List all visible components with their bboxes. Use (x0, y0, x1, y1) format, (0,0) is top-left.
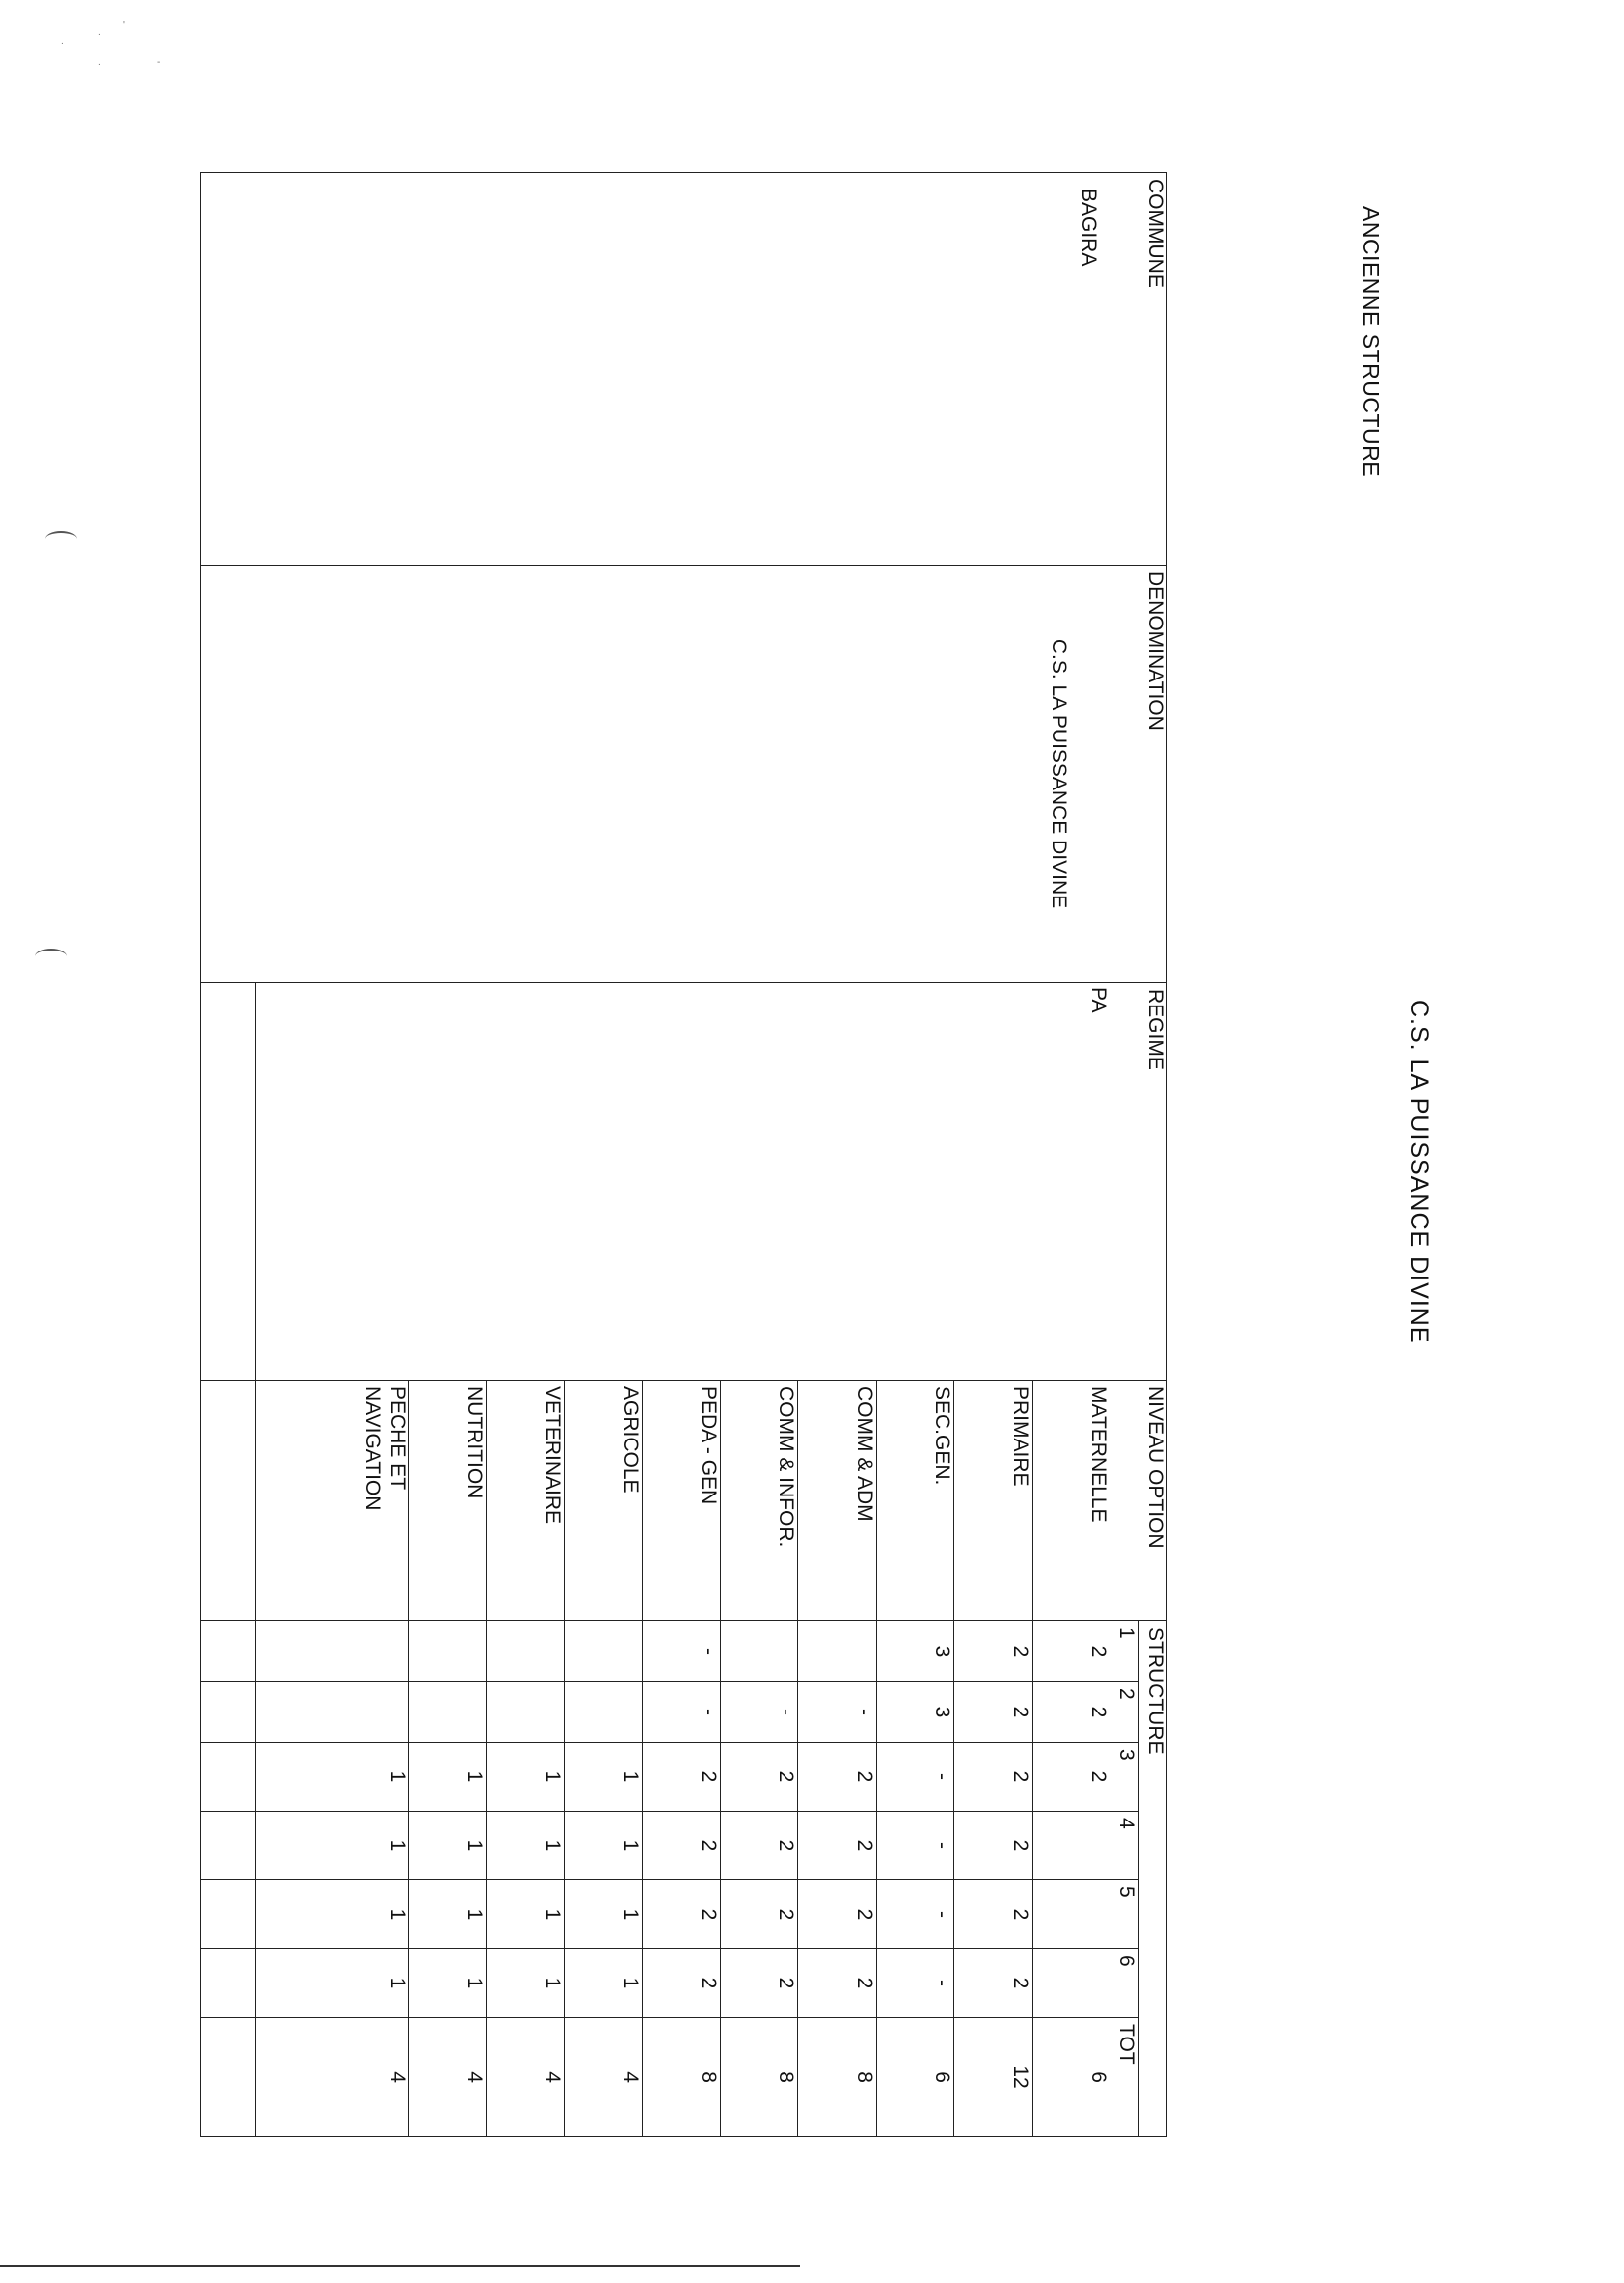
level-3-cell: 2 (721, 1743, 798, 1812)
level-5-cell: - (876, 1880, 953, 1949)
regime-cell (256, 983, 1110, 1381)
total-cell: 6 (1032, 2018, 1110, 2137)
level-6-cell: 2 (642, 1949, 720, 2018)
level-1-cell: 2 (954, 1621, 1032, 1682)
level-1-cell: 2 (1032, 1621, 1110, 1682)
total-cell: 8 (721, 2018, 798, 2137)
empty-cell (201, 2018, 256, 2137)
option-cell: AGRICOLE (565, 1381, 642, 1621)
header-level-2: 2 (1110, 1682, 1139, 1743)
level-6-cell: 1 (565, 1949, 642, 2018)
level-2-cell (487, 1682, 565, 1743)
level-1-cell (256, 1621, 409, 1682)
level-3-cell: 2 (642, 1743, 720, 1812)
level-1-cell (721, 1621, 798, 1682)
level-6-cell: 1 (256, 1949, 409, 2018)
level-4-cell (1032, 1812, 1110, 1880)
option-cell: COMM & ADM (798, 1381, 876, 1621)
level-2-cell (408, 1682, 486, 1743)
scan-speck: - (157, 57, 161, 68)
option-cell: NUTRITION (408, 1381, 486, 1621)
header-niveau-option: NIVEAU OPTION (1110, 1381, 1167, 1621)
level-3-cell: 1 (487, 1743, 565, 1812)
level-5-cell: 2 (642, 1880, 720, 1949)
level-2-cell: - (798, 1682, 876, 1743)
total-cell: 8 (642, 2018, 720, 2137)
level-6-cell: 1 (408, 1949, 486, 2018)
header-structure: STRUCTURE (1139, 1621, 1167, 2137)
option-cell: VETERINAIRE (487, 1381, 565, 1621)
level-2-cell: - (721, 1682, 798, 1743)
total-cell: 8 (798, 2018, 876, 2137)
total-cell: 4 (256, 2018, 409, 2137)
level-4-cell: - (876, 1812, 953, 1880)
empty-cell (201, 1949, 256, 2018)
option-cell: PECHE ET NAVIGATION (256, 1381, 409, 1621)
level-5-cell: 1 (487, 1880, 565, 1949)
empty-cell (201, 1812, 256, 1880)
total-cell: 12 (954, 2018, 1032, 2137)
option-cell: PRIMAIRE (954, 1381, 1032, 1621)
option-cell: SEC.GEN. (876, 1381, 953, 1621)
denomination-cell (201, 566, 1110, 983)
header-level-4: 4 (1110, 1812, 1139, 1880)
total-cell: 4 (408, 2018, 486, 2137)
empty-cell (201, 983, 256, 1381)
scan-speck: ' (123, 20, 125, 30)
option-cell: COMM & INFOR. (721, 1381, 798, 1621)
denomination-value: C.S. LA PUISSANCE DIVINE (1048, 638, 1070, 909)
level-2-cell (565, 1682, 642, 1743)
level-1-cell (408, 1621, 486, 1682)
level-1-cell (565, 1621, 642, 1682)
total-cell: 6 (876, 2018, 953, 2137)
level-4-cell: 1 (408, 1812, 486, 1880)
document-title-school-name: C.S. LA PUISSANCE DIVINE (1405, 1000, 1433, 1344)
level-5-cell: 2 (954, 1880, 1032, 1949)
level-3-cell: 2 (954, 1743, 1032, 1812)
level-1-cell: 3 (876, 1621, 953, 1682)
level-4-cell: 1 (487, 1812, 565, 1880)
regime-value: PA (1087, 987, 1110, 1013)
level-4-cell: 2 (954, 1812, 1032, 1880)
option-cell: PEDA - GEN (642, 1381, 720, 1621)
level-4-cell: 2 (642, 1812, 720, 1880)
level-2-cell: 2 (954, 1682, 1032, 1743)
empty-cell (201, 1743, 256, 1812)
structure-table (200, 172, 1167, 2137)
scan-speck: . (98, 27, 101, 38)
level-3-cell: - (876, 1743, 953, 1812)
hole-punch-mark (45, 531, 77, 547)
empty-cell (201, 1880, 256, 1949)
total-cell: 4 (487, 2018, 565, 2137)
level-2-cell: 2 (1032, 1682, 1110, 1743)
level-6-cell: 2 (721, 1949, 798, 2018)
document-title-ancienne-structure: ANCIENNE STRUCTURE (1358, 206, 1383, 478)
level-2-cell: - (642, 1682, 720, 1743)
header-total: TOT (1110, 2018, 1139, 2137)
level-5-cell: 1 (408, 1880, 486, 1949)
level-3-cell: 2 (798, 1743, 876, 1812)
header-level-3: 3 (1110, 1743, 1139, 1812)
level-3-cell: 1 (256, 1743, 409, 1812)
bottom-rule (0, 2265, 800, 2267)
level-6-cell: 1 (487, 1949, 565, 2018)
header-denomination: DENOMINATION (1110, 566, 1167, 983)
level-2-cell (256, 1682, 409, 1743)
level-1-cell (487, 1621, 565, 1682)
header-level-6: 6 (1110, 1949, 1139, 2018)
header-level-1: 1 (1110, 1621, 1139, 1682)
scan-speck: . (98, 57, 101, 68)
empty-cell (201, 1381, 256, 1621)
level-5-cell: 2 (798, 1880, 876, 1949)
header-regime: REGIME (1110, 983, 1167, 1381)
level-3-cell: 1 (565, 1743, 642, 1812)
level-6-cell: - (876, 1949, 953, 2018)
level-5-cell: 1 (565, 1880, 642, 1949)
header-commune: COMMUNE (1110, 173, 1167, 566)
level-4-cell: 1 (565, 1812, 642, 1880)
empty-cell (201, 1682, 256, 1743)
level-4-cell: 2 (721, 1812, 798, 1880)
level-3-cell: 2 (1032, 1743, 1110, 1812)
level-1-cell (798, 1621, 876, 1682)
option-cell: MATERNELLE (1032, 1381, 1110, 1621)
level-4-cell: 1 (256, 1812, 409, 1880)
level-1-cell: - (642, 1621, 720, 1682)
level-3-cell: 1 (408, 1743, 486, 1812)
total-cell: 4 (565, 2018, 642, 2137)
hole-punch-mark (35, 949, 67, 964)
header-level-5: 5 (1110, 1880, 1139, 1949)
level-5-cell: 2 (721, 1880, 798, 1949)
scan-speck: . (61, 36, 64, 47)
level-6-cell: 2 (798, 1949, 876, 2018)
level-2-cell: 3 (876, 1682, 953, 1743)
commune-cell (201, 173, 1110, 566)
level-4-cell: 2 (798, 1812, 876, 1880)
empty-cell (201, 1621, 256, 1682)
commune-value: BAGIRA (1077, 189, 1100, 267)
level-5-cell: 1 (256, 1880, 409, 1949)
table-row (1032, 173, 1110, 2137)
level-6-cell (1032, 1949, 1110, 2018)
level-6-cell: 2 (954, 1949, 1032, 2018)
level-5-cell (1032, 1880, 1110, 1949)
